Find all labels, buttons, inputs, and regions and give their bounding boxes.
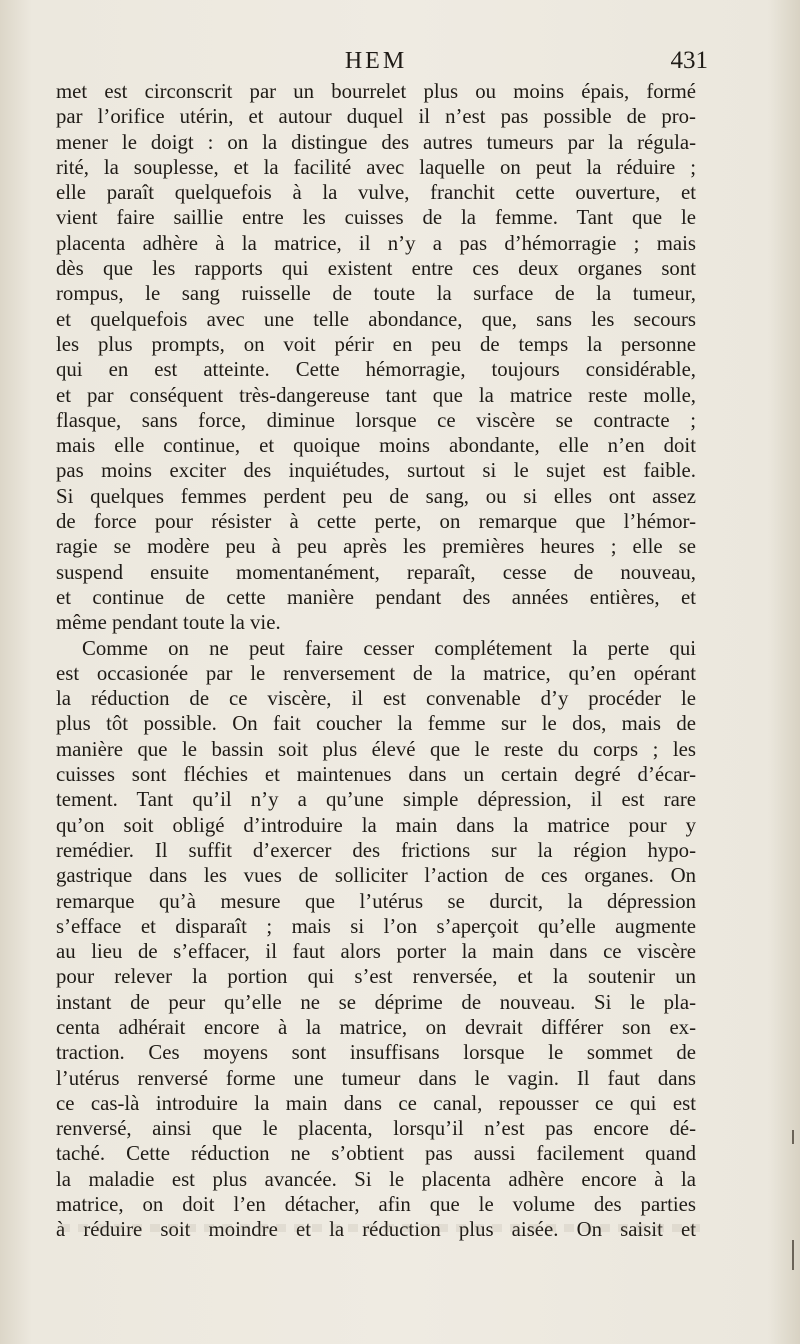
text-line: tement. Tant qu’il n’y a qu’une simple dépression, il est rare <box>56 788 696 812</box>
text-line: placenta adhère à la matrice, il n’y a pas d’hémorragie ; mais <box>56 231 696 255</box>
text-line: rité, la souplesse, et la facilité avec laquelle on peut la réduire ; <box>56 155 696 179</box>
text-line: dès que les rapports qui existent entre ces deux organes sont <box>56 257 696 281</box>
text-line: matrice, on doit l’en détacher, afin que le volume des parties <box>56 1193 696 1217</box>
body-text <box>56 79 696 1243</box>
text-line: l’utérus renversé forme une tumeur dans le vagin. Il faut dans <box>56 1066 696 1090</box>
text-line: Comme on ne peut faire cesser complétement la perte qui <box>82 636 696 660</box>
text-line: est occasionée par le renversement de la matrice, qu’en opérant <box>56 661 696 685</box>
page-edge-mark <box>792 1240 794 1270</box>
text-line: la réduction de ce viscère, il est convenable d’y procéder le <box>56 687 696 711</box>
paragraph <box>56 636 696 1243</box>
text-line: taché. Cette réduction ne s’obtient pas aussi facilement quand <box>56 1142 696 1166</box>
text-line: plus tôt possible. On fait coucher la femme sur le dos, mais de <box>56 712 696 736</box>
text-line: ragie se modère peu à peu après les premières heures ; elle se <box>56 535 696 559</box>
page-edge-mark <box>792 1130 794 1144</box>
text-line: vient faire saillie entre les cuisses de la femme. Tant que le <box>56 206 696 230</box>
text-line: rompus, le sang ruisselle de toute la surface de la tumeur, <box>56 282 696 306</box>
text-line: centa adhérait encore à la matrice, on devrait différer son ex- <box>56 1015 696 1039</box>
text-line: et par conséquent très-dangereuse tant que la matrice reste molle, <box>56 383 696 407</box>
text-line: suspend ensuite momentanément, reparaît, cesse de nouveau, <box>56 560 696 584</box>
text-line: gastrique dans les vues de solliciter l’action de ces organes. On <box>56 864 696 888</box>
text-line: Si quelques femmes perdent peu de sang, ou si elles ont assez <box>56 484 696 508</box>
text-line: renversé, ainsi que le placenta, lorsqu’il n’est pas encore dé- <box>56 1117 696 1141</box>
text-line: qu’on soit obligé d’introduire la main dans la matrice pour y <box>56 813 696 837</box>
text-line: traction. Ces moyens sont insuffisans lorsque le sommet de <box>56 1041 696 1065</box>
text-line: remarque qu’à mesure que l’utérus se durcit, la dépression <box>56 889 696 913</box>
running-head: HEM <box>344 48 408 74</box>
text-line: met est circonscrit par un bourrelet plus ou moins épais, formé <box>56 80 696 103</box>
text-line: la maladie est plus avancée. Si le placenta adhère encore à la <box>56 1167 696 1191</box>
text-line: de force pour résister à cette perte, on remarque que l’hémor- <box>56 510 696 534</box>
text-line: flasque, sans force, diminue lorsque ce viscère se contracte ; <box>56 408 696 432</box>
text-line: manière que le bassin soit plus élevé que le reste du corps ; les <box>56 737 696 761</box>
show-through-bleed <box>60 1224 700 1232</box>
paragraph <box>56 79 696 636</box>
text-line: qui en est atteinte. Cette hémorragie, toujours considérable, <box>56 358 696 382</box>
page-header <box>56 47 708 78</box>
text-line: elle paraît quelquefois à la vulve, franchit cette ouverture, et <box>56 181 696 205</box>
text-line: par l’orifice utérin, et autour duquel il n’est pas possible de pro- <box>56 105 696 129</box>
text-line: et continue de cette manière pendant des années entières, et <box>56 585 696 609</box>
text-line: ce cas-là introduire la main dans ce canal, repousser ce qui est <box>56 1091 696 1115</box>
page-number: 431 <box>670 47 708 74</box>
text-line: cuisses sont fléchies et maintenues dans un certain degré d’écar- <box>56 763 696 787</box>
text-line: mais elle continue, et quoique moins abondante, elle n’en doit <box>56 434 696 458</box>
text-line: remédier. Il suffit d’exercer des frictions sur la région hypo- <box>56 838 696 862</box>
text-line: et quelquefois avec une telle abondance, que, sans les secours <box>56 307 696 331</box>
text-line: les plus prompts, on voit périr en peu de temps la personne <box>56 332 696 356</box>
text-line: instant de peur qu’elle ne se déprime de nouveau. Si le pla- <box>56 990 696 1014</box>
text-line: au lieu de s’effacer, il faut alors porter la main dans ce viscère <box>56 940 696 964</box>
text-line: même pendant toute la vie. <box>56 611 281 635</box>
text-line: pas moins exciter des inquiétudes, surtout si le sujet est faible. <box>56 459 696 483</box>
text-line: à réduire soit moindre et la réduction plus aisée. On saisit et <box>56 1218 696 1242</box>
text-line: s’efface et disparaît ; mais si l’on s’aperçoit qu’elle augmente <box>56 914 696 938</box>
text-line: pour relever la portion qui s’est renversée, et la soutenir un <box>56 965 696 989</box>
text-line: mener le doigt : on la distingue des autres tumeurs par la régula- <box>56 130 696 154</box>
